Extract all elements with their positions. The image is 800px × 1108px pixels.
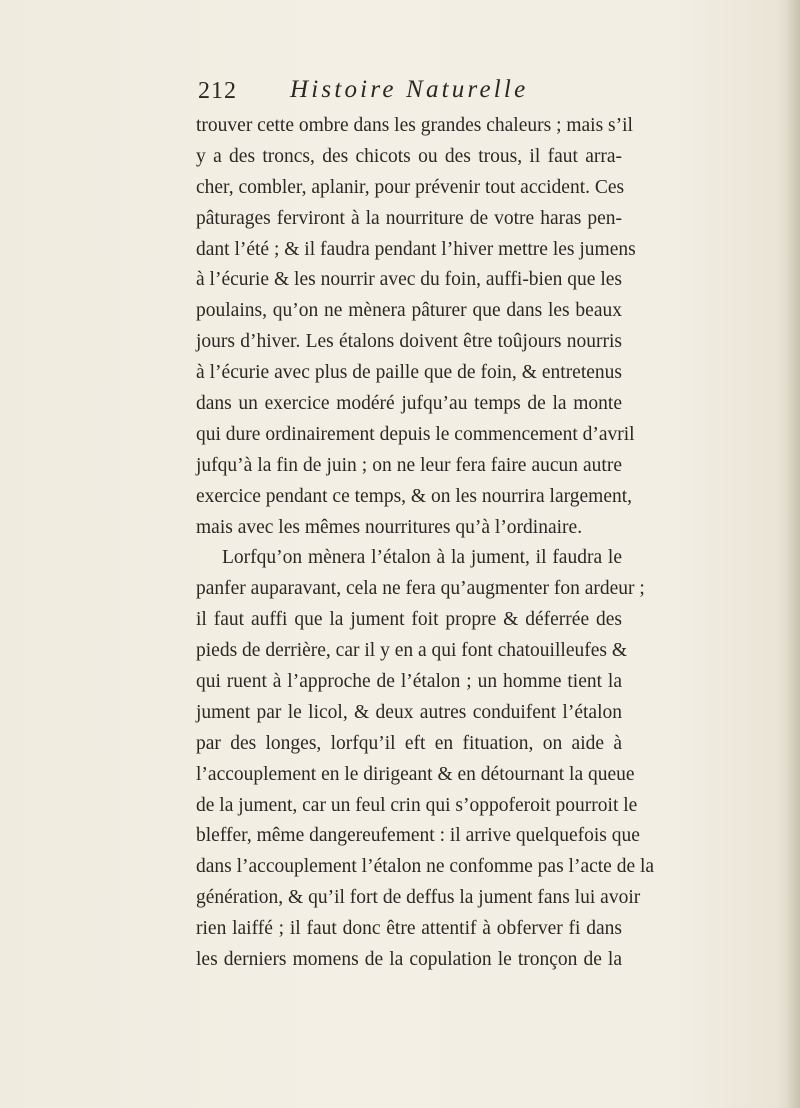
text-line: à l’écurie & les nourrir avec du foin, auffi-bien que les xyxy=(196,269,622,291)
text-line: panfer auparavant, cela ne fera qu’augmenter fon ardeur ; xyxy=(196,578,645,600)
text-line: qui ruent à l’approche de l’étalon ; un homme tient la xyxy=(196,671,622,693)
text-line: cher, combler, aplanir, pour prévenir tout accident. Ces xyxy=(196,176,625,198)
text-line: génération, & qu’il fort de deffus la jument fans lui avoir xyxy=(196,887,641,909)
text-line: bleffer, même dangereufement : il arrive quelquefois que xyxy=(196,825,640,847)
text-line: y a des troncs, des chicots ou des trous, il faut arra- xyxy=(196,145,622,167)
text-line: mais avec les mêmes nourritures qu’à l’ordinaire. xyxy=(196,516,583,538)
text-line: jufqu’à la fin de juin ; on ne leur fera faire aucun autre xyxy=(196,454,622,476)
text-line: trouver cette ombre dans les grandes chaleurs ; mais s’il xyxy=(196,115,633,136)
text-line: de la jument, car un feul crin qui s’oppoferoit pourroit le xyxy=(196,794,638,816)
text-line: rien laiffé ; il faut donc être attentif à obferver fi dans xyxy=(196,918,622,940)
running-header xyxy=(198,76,628,116)
page-number: 212 xyxy=(198,78,237,104)
text-line: dans l’accouplement l’étalon ne confomme pas l’acte de la xyxy=(196,856,655,878)
text-line: il faut auffi que la jument foit propre & déferrée des xyxy=(196,609,622,631)
text-line: pâturages ferviront à la nourriture de votre haras pen- xyxy=(196,207,622,229)
text-line: jument par le licol, & deux autres conduifent l’étalon xyxy=(196,701,622,723)
body-text xyxy=(196,111,655,976)
text-line: les derniers momens de la copulation le tronçon de la xyxy=(196,949,622,971)
text-line: l’accouplement en le dirigeant & en détournant la queue xyxy=(196,763,635,785)
text-line: Lorfqu’on mènera l’étalon à la jument, il faudra le xyxy=(222,547,622,569)
text-line: pieds de derrière, car il y en a qui font chatouilleufes & xyxy=(196,640,627,662)
text-line: jours d’hiver. Les étalons doivent être toûjours nourris xyxy=(196,331,622,353)
text-line: poulains, qu’on ne mènera pâturer que dans les beaux xyxy=(196,300,622,322)
text-line: exercice pendant ce temps, & on les nourrira largement, xyxy=(196,485,633,507)
text-line: dant l’été ; & il faudra pendant l’hiver mettre les jumens xyxy=(196,238,636,260)
text-line: par des longes, lorfqu’il eft en fituation, on aide à xyxy=(196,732,622,754)
page-edge-shadow xyxy=(786,0,800,1108)
text-line: qui dure ordinairement depuis le commencement d’avril xyxy=(196,423,635,445)
text-line: à l’écurie avec plus de paille que de foin, & entretenus xyxy=(196,362,622,384)
running-title: Histoire Naturelle xyxy=(290,76,529,103)
text-line: dans un exercice modéré jufqu’au temps de la monte xyxy=(196,393,622,415)
